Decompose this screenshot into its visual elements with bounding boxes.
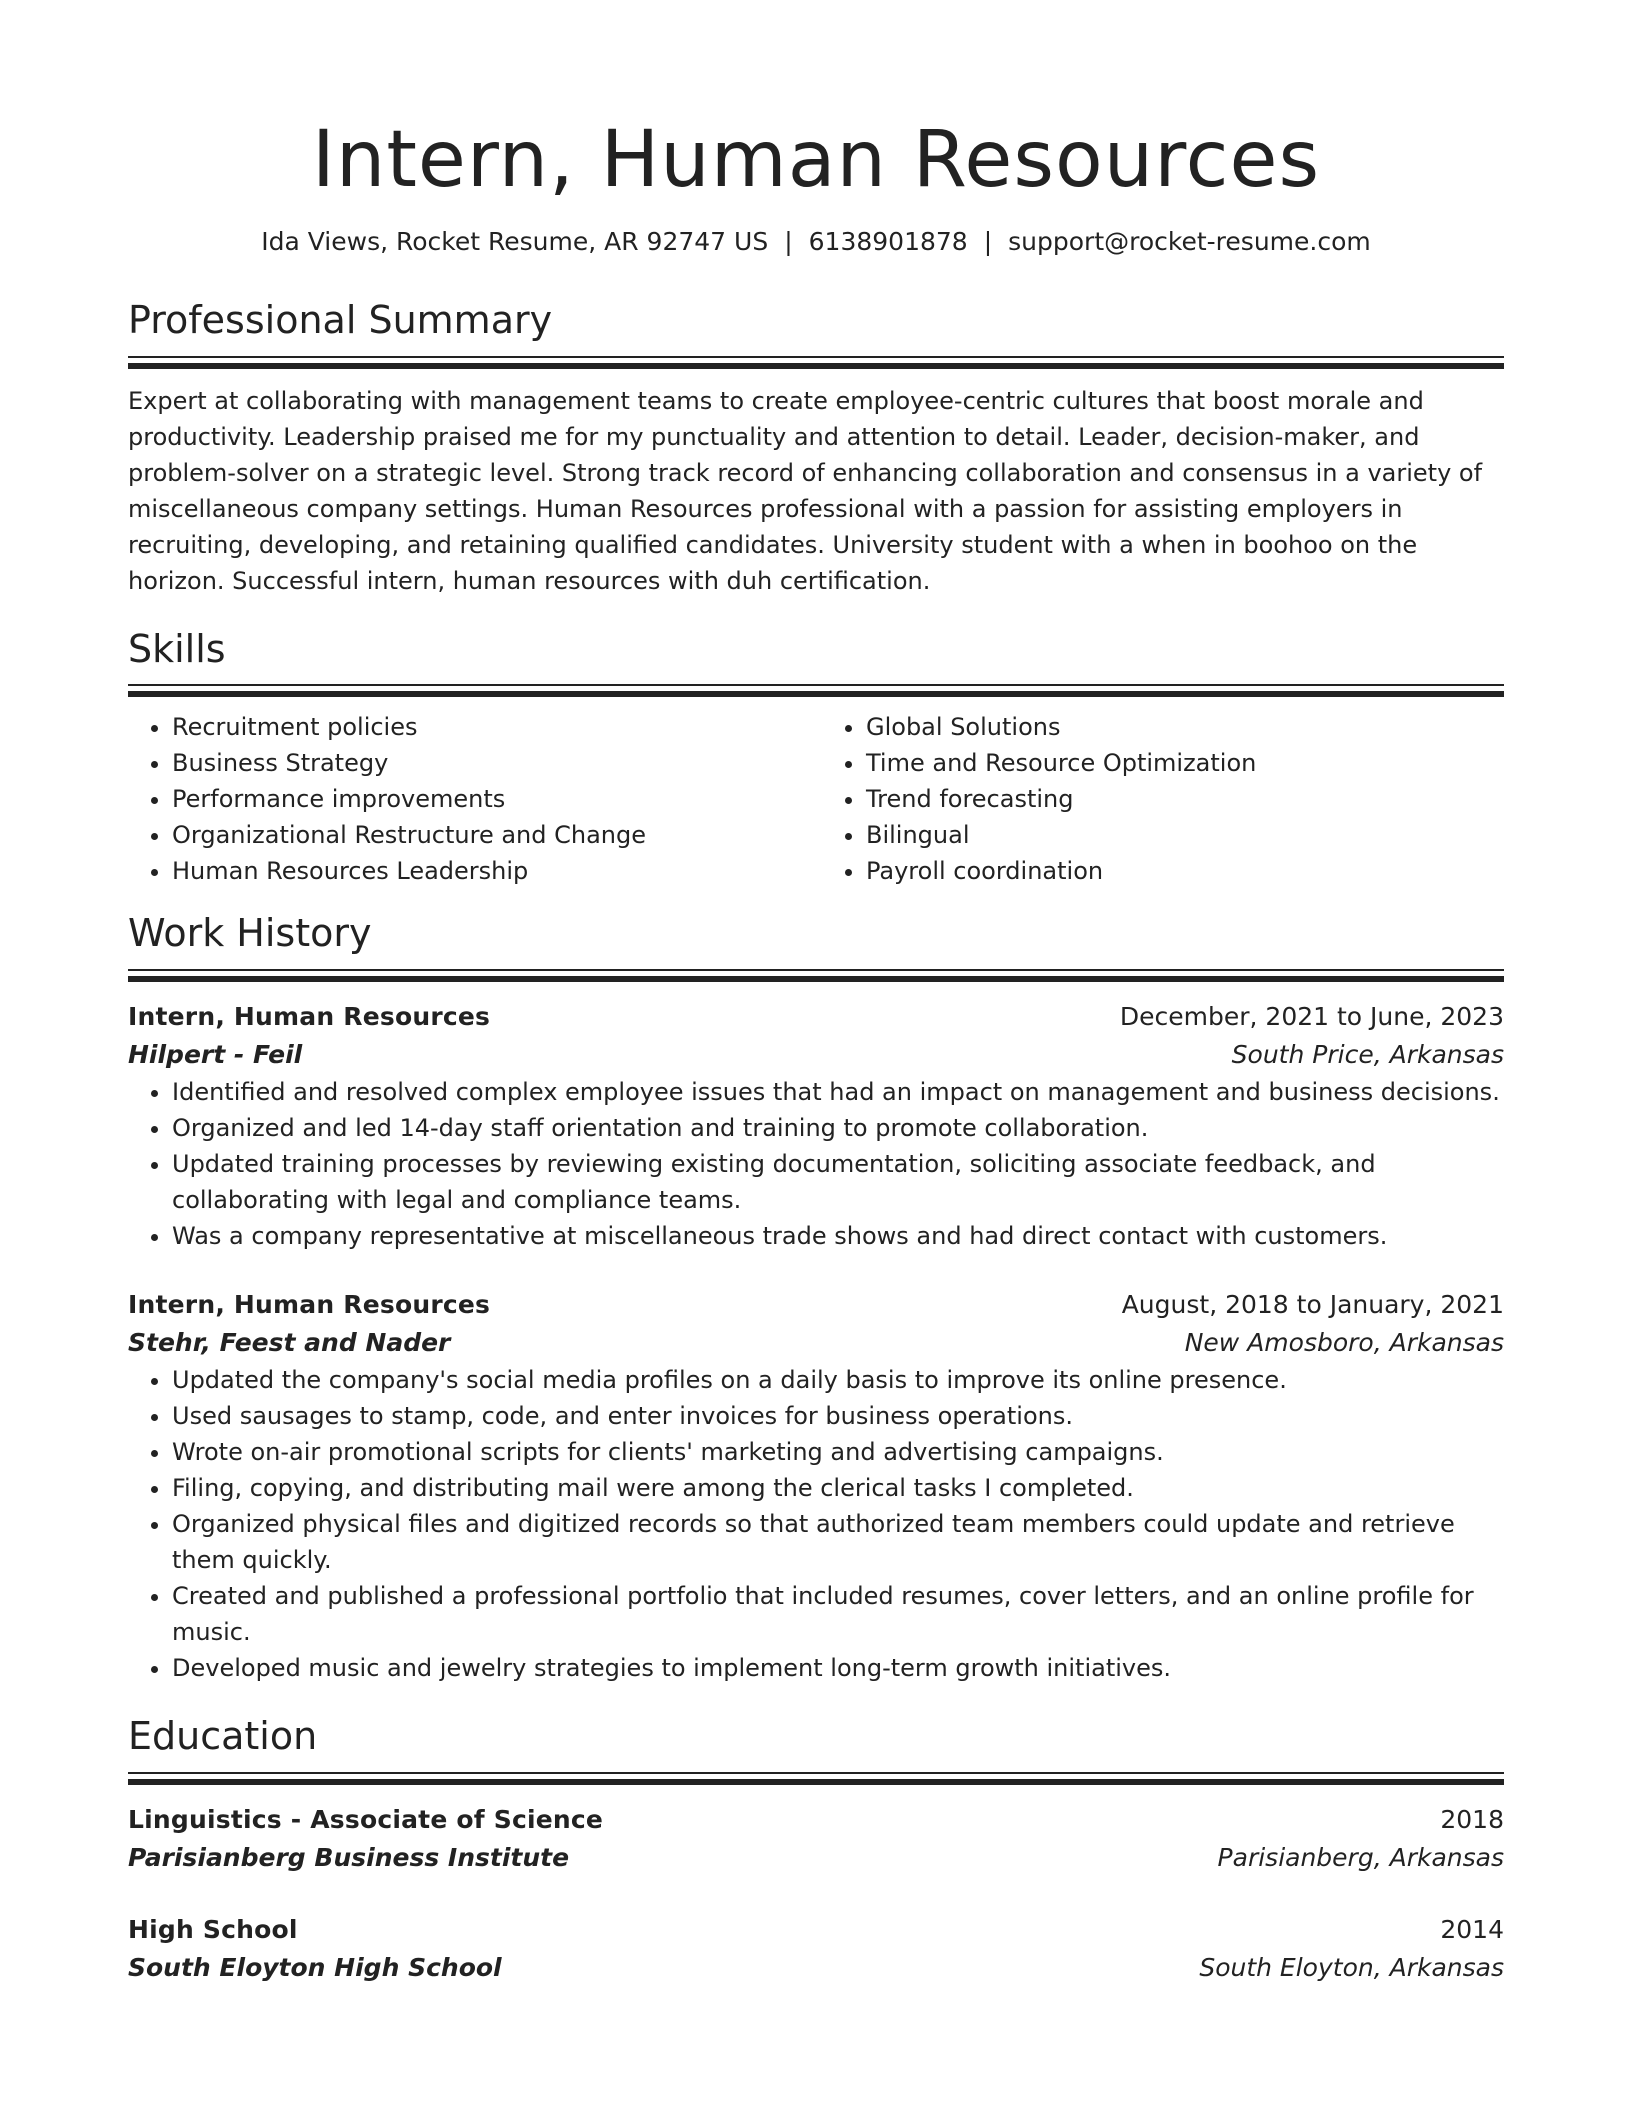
job-bullet: • Used sausages to stamp, code, and enter invoices for business operations. xyxy=(172,1398,1504,1434)
skill-item: • Performance improvements xyxy=(172,781,816,817)
job-entry xyxy=(128,1286,1504,1686)
section-divider-thick xyxy=(128,976,1504,982)
section-divider-thick xyxy=(128,1779,1504,1785)
education-section xyxy=(128,1714,1504,1987)
job-dates: December, 2021 to June, 2023 xyxy=(1119,1002,1504,1032)
contact-separator: | xyxy=(983,226,993,256)
contact-address: Ida Views, Rocket Resume, AR 92747 US xyxy=(261,226,769,256)
skill-item: • Global Solutions xyxy=(866,709,1504,745)
job-bullet: • Updated training processes by reviewing existing documentation, soliciting associate feedback, and collaborating with legal and compliance teams. xyxy=(172,1146,1504,1218)
education-school: Parisianberg Business Institute xyxy=(128,1842,570,1872)
resume-page xyxy=(128,0,1504,1987)
skill-item: • Recruitment policies xyxy=(172,709,816,745)
job-bullet: • Identified and resolved complex employee issues that had an impact on management and business decisions. xyxy=(172,1074,1504,1110)
skills-section xyxy=(128,627,1504,890)
summary-section xyxy=(128,298,1504,599)
job-dates: August, 2018 to January, 2021 xyxy=(1121,1290,1504,1320)
skill-item: • Bilingual xyxy=(866,817,1504,853)
job-bullet: • Wrote on-air promotional scripts for clients' marketing and advertising campaigns. xyxy=(172,1434,1504,1470)
education-year: 2018 xyxy=(1440,1804,1504,1834)
job-bullet: • Developed music and jewelry strategies to implement long-term growth initiatives. xyxy=(172,1650,1504,1686)
section-divider-thin xyxy=(128,969,1504,971)
work-history-section xyxy=(128,911,1504,1686)
skills-column-right xyxy=(816,709,1504,889)
skills-column-left xyxy=(128,709,816,889)
education-entry xyxy=(128,1911,1504,1987)
job-bullets xyxy=(128,1362,1504,1686)
contact-separator: | xyxy=(784,226,793,256)
skill-item: • Business Strategy xyxy=(172,745,816,781)
skill-item: • Payroll coordination xyxy=(866,853,1504,889)
job-company: Hilpert - Feil xyxy=(128,1040,303,1070)
work-history-heading: Work History xyxy=(128,911,372,956)
skills-columns xyxy=(128,709,1504,889)
summary-heading: Professional Summary xyxy=(128,298,553,343)
job-bullet: • Created and published a professional portfolio that included resumes, cover letters, and an online profile for music. xyxy=(172,1578,1504,1650)
job-bullet: • Updated the company's social media profiles on a daily basis to improve its online presence. xyxy=(172,1362,1504,1398)
section-divider-thin xyxy=(128,356,1504,358)
contact-phone: 6138901878 xyxy=(808,226,968,256)
section-divider-thick xyxy=(128,691,1504,697)
skill-item: • Time and Resource Optimization xyxy=(866,745,1504,781)
education-degree: High School xyxy=(128,1914,298,1944)
education-heading: Education xyxy=(128,1714,318,1759)
section-divider-thick xyxy=(128,363,1504,369)
education-location: Parisianberg, Arkansas xyxy=(1217,1842,1504,1872)
job-entry xyxy=(128,998,1504,1254)
skills-heading: Skills xyxy=(128,626,226,671)
education-degree: Linguistics - Associate of Science xyxy=(128,1804,604,1834)
job-bullet: • Organized and led 14-day staff orientation and training to promote collaboration. xyxy=(172,1110,1504,1146)
skill-item: • Trend forecasting xyxy=(866,781,1504,817)
job-bullet: • Filing, copying, and distributing mail were among the clerical tasks I completed. xyxy=(172,1470,1504,1506)
contact-email: support@rocket-resume.com xyxy=(1008,226,1371,256)
job-company: Stehr, Feest and Nader xyxy=(128,1328,451,1358)
summary-text: Expert at collaborating with management teams to create employee-centric cultures that boost morale and productivity. Leadership praised me for my punctuality and attention to detail. Leader, decision-maker, and problem-solver on a strategic level. Strong track record of enhancing collaboration and consensus in a variety of miscellaneous company settings. Human Resources professional with a passion for assisting employers in recruiting, developing, and retaining qualified candidates. University student with a when in boohoo on the horizon. Successful intern, human resources with duh certification. xyxy=(128,386,1483,595)
resume-name: Intern, Human Resources xyxy=(311,115,1321,205)
education-entry xyxy=(128,1801,1504,1877)
job-title: Intern, Human Resources xyxy=(128,1290,491,1320)
education-school: South Eloyton High School xyxy=(128,1952,502,1982)
section-divider-thin xyxy=(128,1772,1504,1774)
contact-line xyxy=(128,226,1504,259)
education-year: 2014 xyxy=(1440,1914,1504,1944)
job-location: South Price, Arkansas xyxy=(1231,1040,1504,1070)
skill-item: • Organizational Restructure and Change xyxy=(172,817,816,853)
job-title: Intern, Human Resources xyxy=(128,1002,491,1032)
skill-item: • Human Resources Leadership xyxy=(172,853,816,889)
job-location: New Amosboro, Arkansas xyxy=(1184,1328,1504,1358)
job-bullet: • Organized physical files and digitized records so that authorized team members could update and retrieve them quickly. xyxy=(172,1506,1504,1578)
section-divider-thin xyxy=(128,684,1504,686)
education-location: South Eloyton, Arkansas xyxy=(1199,1952,1504,1982)
job-bullet: • Was a company representative at miscellaneous trade shows and had direct contact with customers. xyxy=(172,1218,1504,1254)
job-bullets xyxy=(128,1074,1504,1254)
